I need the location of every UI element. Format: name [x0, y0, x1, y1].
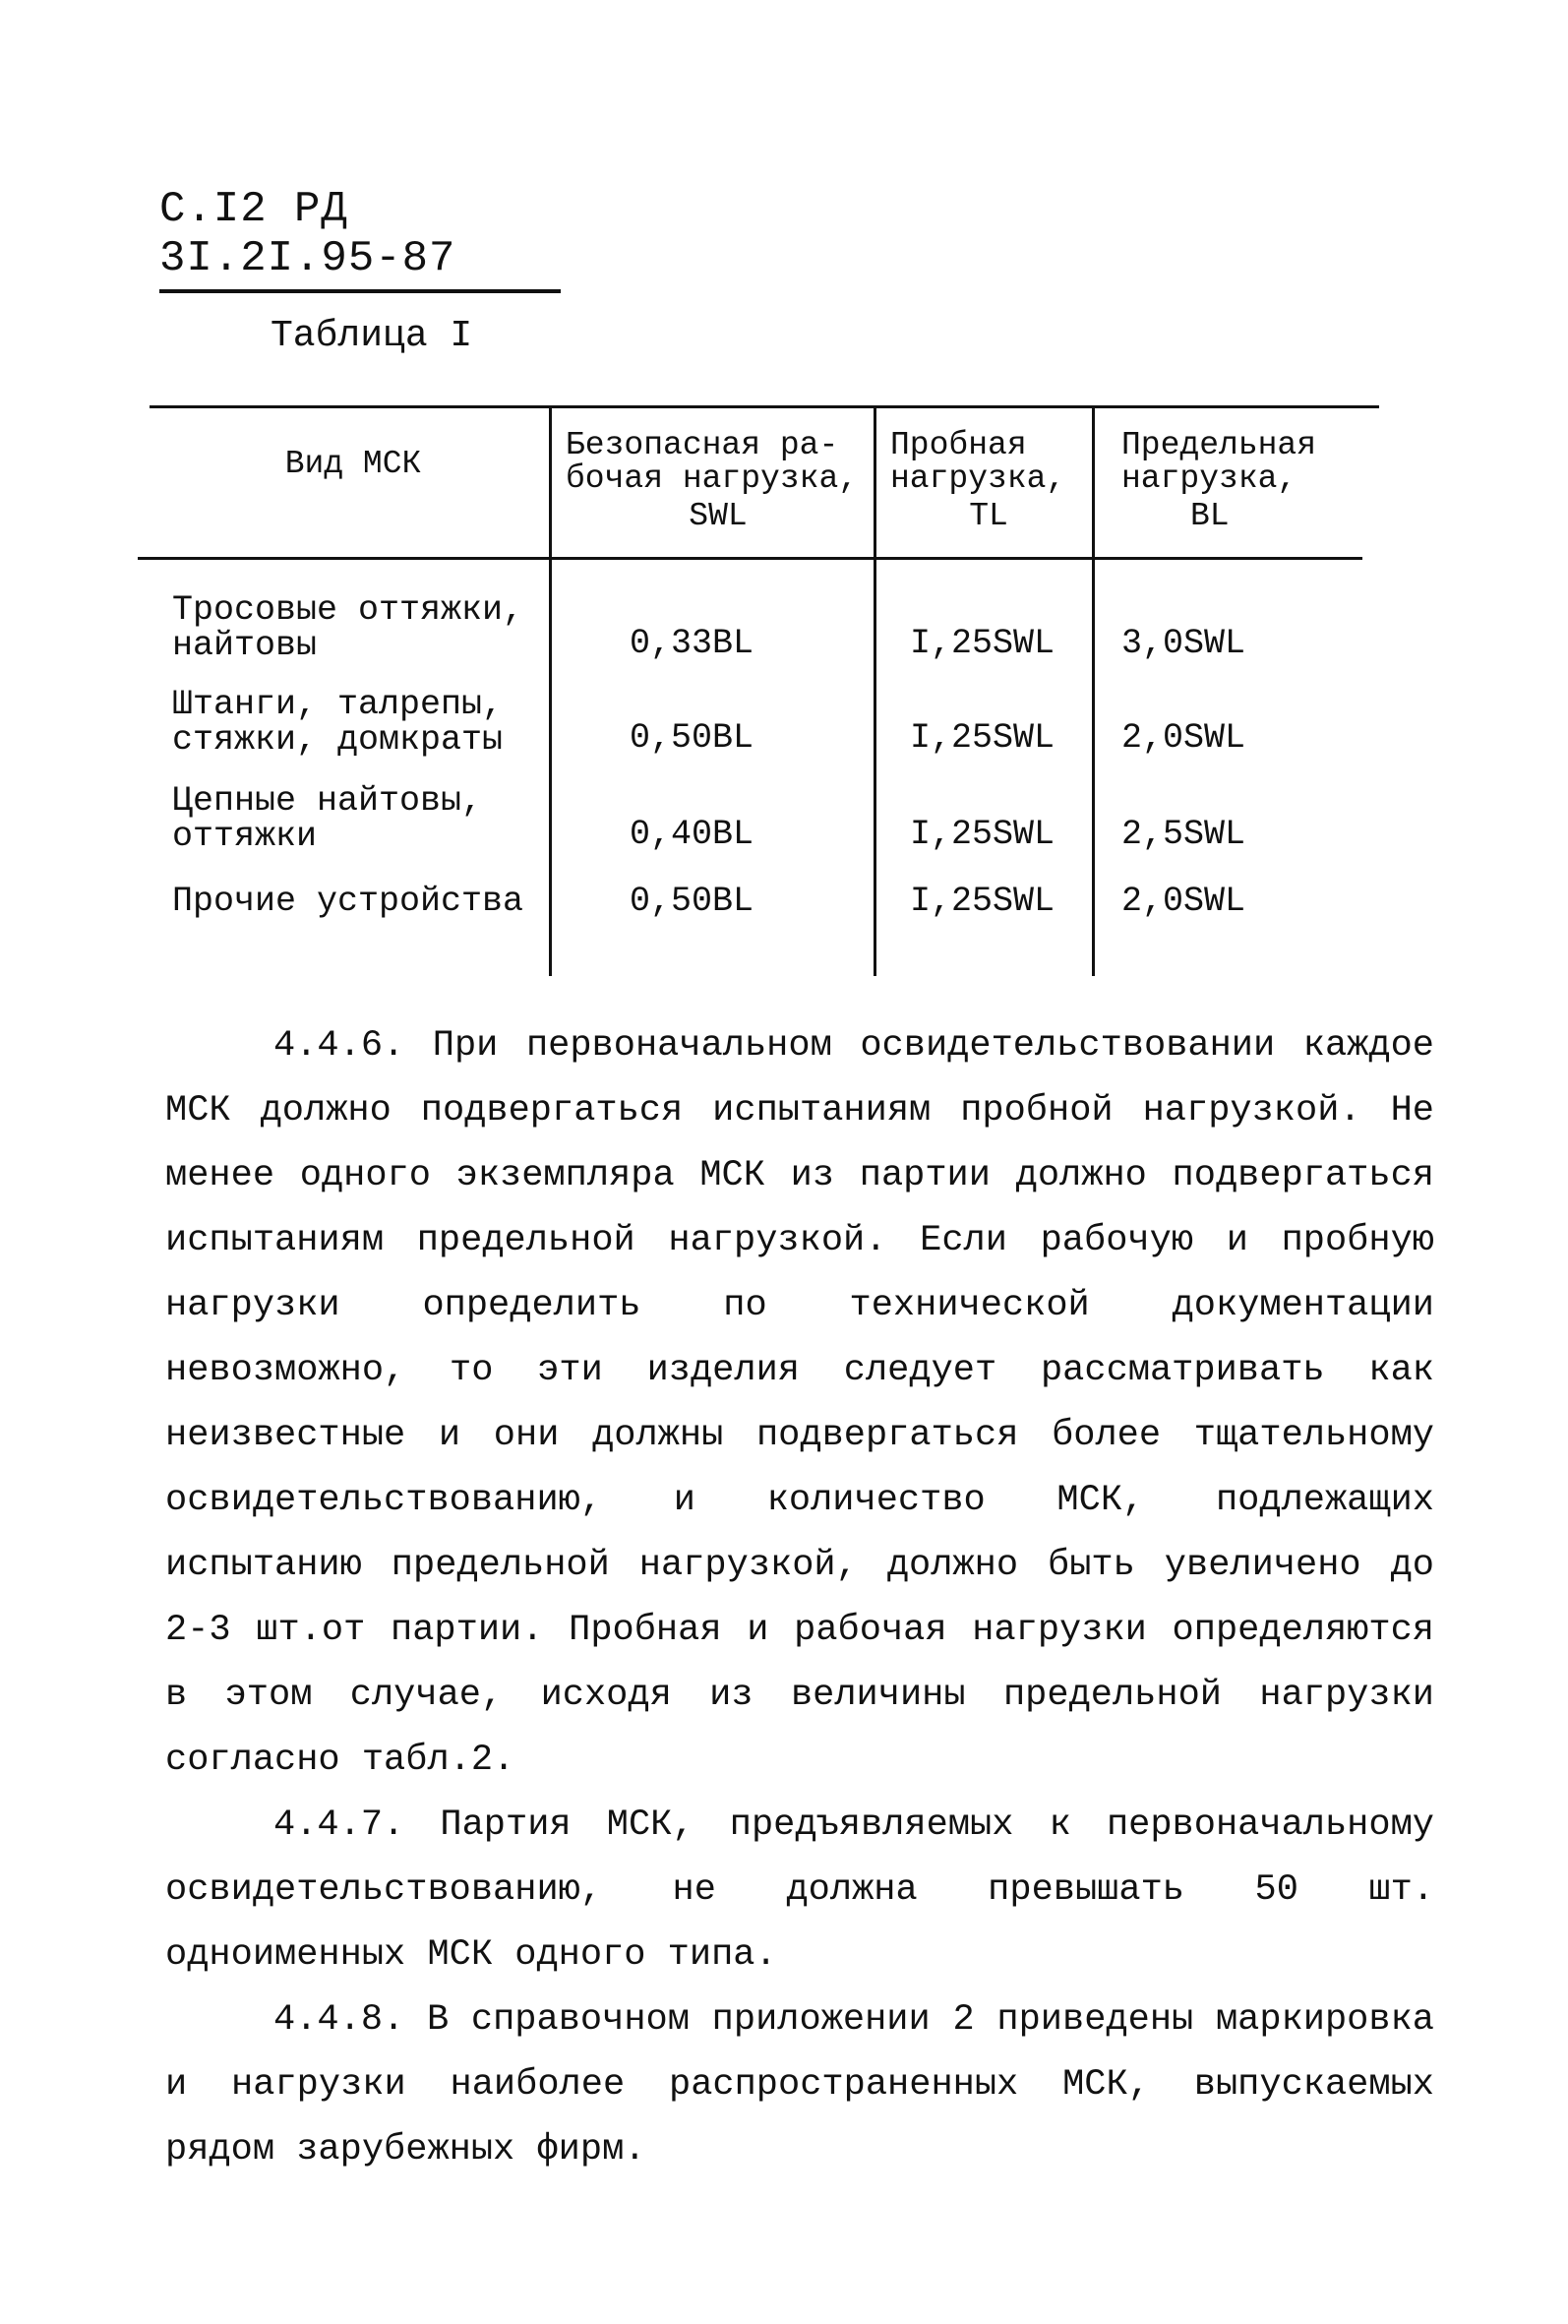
- table-col-divider-3: [1092, 405, 1095, 976]
- page-header: С.I2 РД 3I.2I.95-87: [159, 185, 561, 293]
- table-header-swl: Безопасная ра- бочая нагрузка, SWL: [566, 427, 859, 534]
- table-top-border: [150, 405, 1379, 408]
- table-row-name: Штанги, талрепы, стяжки, домкраты: [172, 685, 504, 760]
- table-row-name: Прочие устройства: [172, 882, 524, 921]
- table-row-name: Цепные найтовы, оттяжки: [172, 781, 483, 856]
- table-cell-tl: I,25SWL: [910, 624, 1055, 663]
- table-cell-tl: I,25SWL: [910, 718, 1055, 758]
- paragraph-4-4-7: 4.4.7. Партия МСК, предъявляемых к первоначальному освидетельствованию, не должна превышать 50 шт. одноименных МСК одного типа.: [165, 1804, 1434, 1976]
- table-col-divider-1: [549, 405, 552, 976]
- paragraph-4-4-6: 4.4.6. При первоначальном освидетельствовании каждое МСК должно подвергаться испытаниям пробной нагрузкой. Не менее одного экземпляра МСК из партии должно подвергаться испытаниям предельной нагрузкой. Если рабочую и пробную нагрузки определить по технической документации невозможно, то эти изделия следует рассматривать как неизвестные и они должны подвергаться более тщательному освидетельствованию, и количество МСК, подлежащих испытанию предельной нагрузкой, должно быть увеличено до 2-3 шт.от партии. Пробная и рабочая нагрузки определяются в этом случае, исходя из величины предельной нагрузки согласно табл.2.: [165, 1025, 1434, 1781]
- table-cell-bl: 2,5SWL: [1121, 815, 1246, 854]
- paragraph-4-4-8: 4.4.8. В справочном приложении 2 приведены маркировка и нагрузки наиболее распространенных МСК, выпускаемых рядом зарубежных фирм.: [165, 1999, 1434, 2171]
- table-header-tl: Пробная нагрузка, TL: [890, 427, 1066, 534]
- table-caption: Таблица I: [271, 315, 473, 357]
- table-header-border: [138, 557, 1362, 560]
- table-cell-swl: 0,50BL: [630, 882, 754, 921]
- table-cell-bl: 3,0SWL: [1121, 624, 1246, 663]
- table-cell-swl: 0,40BL: [630, 815, 754, 854]
- body-text: [165, 1013, 1434, 2182]
- table-header-bl: Предельная нагрузка, BL: [1121, 427, 1317, 534]
- table-header-type: Вид МСК: [284, 446, 422, 482]
- table-cell-tl: I,25SWL: [910, 815, 1055, 854]
- table-cell-bl: 2,0SWL: [1121, 882, 1246, 921]
- table-cell-swl: 0,33BL: [630, 624, 754, 663]
- table-cell-tl: I,25SWL: [910, 882, 1055, 921]
- table-cell-swl: 0,50BL: [630, 718, 754, 758]
- table-row-name: Тросовые оттяжки, найтовы: [172, 590, 524, 665]
- table-col-divider-2: [874, 405, 876, 976]
- table-cell-bl: 2,0SWL: [1121, 718, 1246, 758]
